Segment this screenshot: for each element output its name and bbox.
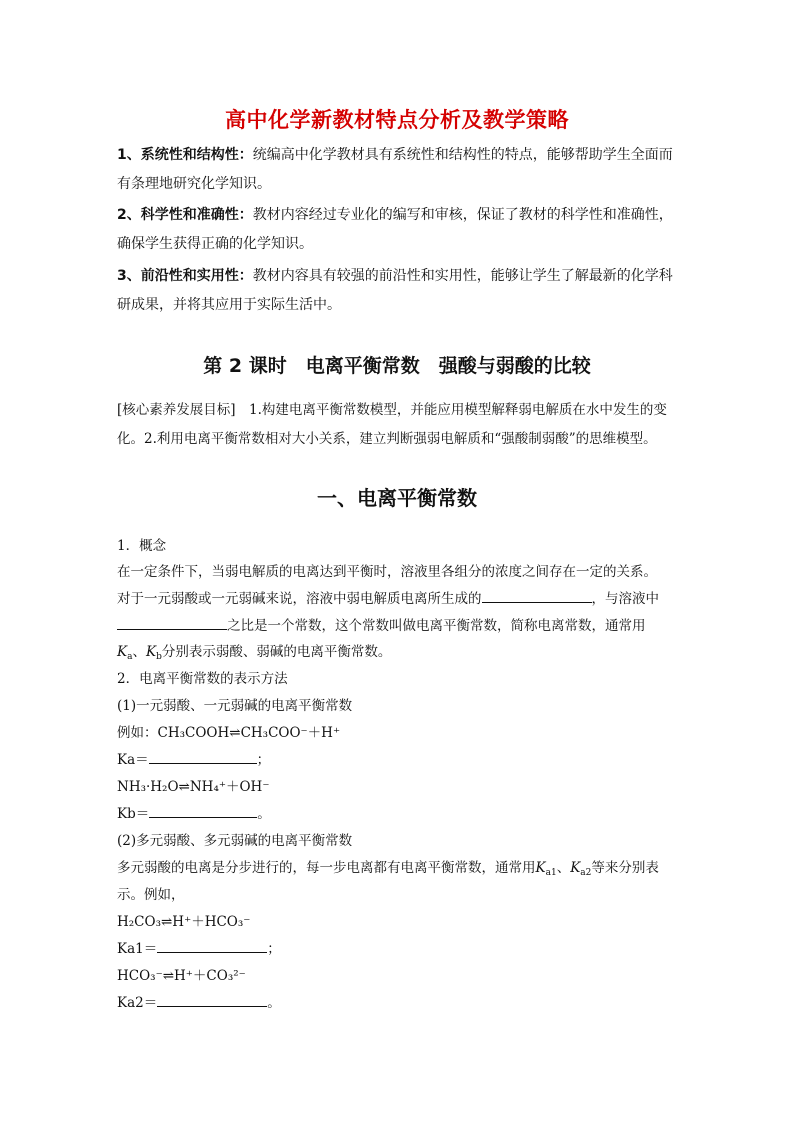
expr-heading: 2．电离平衡常数的表示方法: [117, 671, 288, 687]
ka2-label: Ka2＝: [117, 995, 158, 1011]
multi-line-2: 示。例如，: [117, 887, 185, 903]
ka2-period: 。: [267, 995, 281, 1011]
feature-2-text: 教材内容经过专业化的编写和审核，保证了教材的科学性和准确性，确保学生获得正确的化学知识。: [117, 207, 673, 252]
concept-line-2: [117, 587, 683, 607]
fill-blank-kb[interactable]: [149, 803, 257, 818]
fill-blank-ka2[interactable]: [157, 992, 267, 1007]
concept-heading: 1．概念: [117, 538, 167, 554]
multi-line-1a: 多元弱酸的电离是分步进行的，每一步电离都有电离平衡常数，通常用: [117, 860, 536, 876]
feature-1: [117, 141, 683, 199]
feature-3-label: 3、前沿性和实用性：: [117, 268, 253, 284]
ka-semicolon: ；: [256, 752, 271, 768]
feature-1-label: 1、系统性和结构性：: [117, 147, 253, 163]
fill-blank-2[interactable]: [117, 615, 227, 630]
concept-line-4: $K_a$、$K_b$分别表示弱酸、弱碱的电离平衡常数。: [117, 644, 392, 662]
concept-line-3a: 之比是一个常数，这个常数叫做电离平衡常数，简称电离常数，通常用: [227, 618, 646, 634]
core-goals: [核心素养发展目标] 1.构建电离平衡常数模型，并能应用模型解释弱电解质在水中发生的变化。2.利用电离平衡常数相对大小关系，建立判断强弱电解质和“强酸制弱酸”的思维模型。: [117, 402, 667, 447]
ka1-semicolon: ；: [267, 941, 281, 957]
feature-2: [117, 201, 683, 259]
feature-3: [117, 262, 683, 320]
multi-line-1: 多元弱酸的电离是分步进行的，每一步电离都有电离平衡常数，通常用$K_{a1}$、$K_{a2}$等来分别表: [117, 860, 659, 878]
eq-acetic: [117, 721, 683, 741]
expr-sub-1: (1)一元弱酸、一元弱碱的电离平衡常数: [117, 698, 353, 714]
ka1-line: [117, 937, 683, 957]
kb-line: [117, 802, 683, 822]
multi-line-1b: 等来分别表: [591, 860, 659, 876]
kb-period: 。: [257, 806, 271, 822]
fill-blank-ka[interactable]: [149, 749, 257, 764]
fill-blank-1[interactable]: [482, 588, 592, 603]
eq-bicarbonate: HCO₃⁻⇌H⁺＋CO₃²⁻: [117, 968, 246, 984]
concept-line-2b: ，与溶液中: [591, 591, 659, 607]
ka-line: [117, 748, 683, 768]
feature-1-text: 统编高中化学教材具有系统性和结构性的特点，能够帮助学生全面而有条理地研究化学知识。: [117, 147, 673, 192]
concept-line-4-text: 分别表示弱酸、弱碱的电离平衡常数。: [161, 644, 392, 660]
kb-label: Kb＝: [117, 806, 150, 822]
concept-line-1: 在一定条件下，当弱电解质的电离达到平衡时，溶液里各组分的浓度之间存在一定的关系。: [117, 564, 657, 580]
concept-line-2a: 对于一元弱酸或一元弱碱来说，溶液中弱电解质电离所生成的: [117, 591, 482, 607]
eq-carbonic: H₂CO₃⇌H⁺＋HCO₃⁻: [117, 914, 251, 930]
ka-label: Ka＝: [117, 752, 149, 768]
expr-sub-2: (2)多元弱酸、多元弱碱的电离平衡常数: [117, 833, 353, 849]
ka1-label: Ka1＝: [117, 941, 158, 957]
example-prefix: 例如：: [117, 725, 158, 741]
lesson-title: 第 2 课时 电离平衡常数 强酸与弱酸的比较: [203, 355, 591, 377]
eq-ammonia: NH₃·H₂O⇌NH₄⁺＋OH⁻: [117, 779, 270, 795]
feature-2-label: 2、科学性和准确性：: [117, 207, 253, 223]
document-title: 高中化学新教材特点分析及教学策略: [225, 108, 569, 132]
section-1-title: 一、电离平衡常数: [317, 486, 477, 510]
concept-line-3: [117, 614, 683, 634]
fill-blank-ka1[interactable]: [157, 938, 267, 953]
feature-3-text: 教材内容具有较强的前沿性和实用性，能够让学生了解最新的化学科研成果，并将其应用于实际生活中。: [117, 268, 673, 313]
ka2-line: [117, 991, 683, 1011]
eq-acetic-text: CH₃COOH⇌CH₃COO⁻＋H⁺: [157, 725, 341, 741]
